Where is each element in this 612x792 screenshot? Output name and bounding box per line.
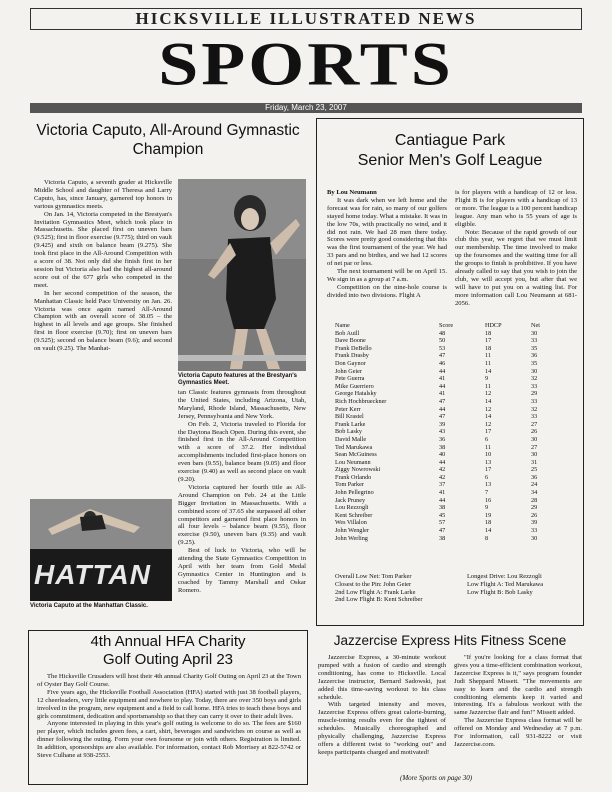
table-row <box>335 345 565 353</box>
paragraph: "If you're looking for a class format that gives you a time-efficient combination workout, Jazzercise Express is it," says program founder Judi Sheppard Missett. "The movements are easy to learn and the cardio and strength conditioning elements keep it varied and interesting. It's a fabulous workout with the same Jazzercise flair and fun!" Missett added. <box>454 654 582 717</box>
table-cell: 38 <box>439 534 446 542</box>
table-cell: 33 <box>531 337 538 345</box>
table-cell: 29 <box>531 504 538 512</box>
caption-beam: Victoria Caputo features at the Brestyan's Gymnastics Meet. <box>178 373 298 386</box>
table-cell: John Geier <box>335 367 362 375</box>
caption-manhattan: Victoria Caputo at the Manhattan Classic. <box>30 603 148 609</box>
table-cell: 38 <box>439 504 446 512</box>
table-cell: George Hatalsky <box>335 390 377 398</box>
table-cell: 33 <box>531 413 538 421</box>
table-row <box>335 368 565 376</box>
table-cell: 33 <box>531 397 538 405</box>
table-row <box>335 383 565 391</box>
jazz-column-1 <box>318 654 446 768</box>
summary-line: Overall Low Net: Tom Parker <box>335 573 412 580</box>
table-cell: 47 <box>439 352 446 360</box>
table-row <box>335 360 565 368</box>
more-sports-link[interactable]: (More Sports on page 30) <box>400 774 473 782</box>
table-cell: Kent Schreiber <box>335 511 373 519</box>
table-cell: 12 <box>485 405 492 413</box>
table-cell: 6 <box>485 435 489 443</box>
table-cell: John Wengler <box>335 527 369 535</box>
date-bar: Friday, March 23, 2007 <box>30 103 582 113</box>
table-cell: 11 <box>485 443 491 451</box>
summary-line: 2nd Low Flight B: Kent Schreiber <box>335 596 423 604</box>
table-cell: Sean McGuiness <box>335 451 377 459</box>
table-cell: 27 <box>531 420 538 428</box>
summary-line: Closest to the Pin: John Geier <box>335 580 412 588</box>
table-row <box>335 436 565 444</box>
table-cell: 26 <box>531 428 538 436</box>
table-cell: 39 <box>439 420 446 428</box>
table-cell: 18 <box>485 344 492 352</box>
table-row <box>335 504 565 512</box>
summary-line: Low Flight A: Ted Marukawa <box>467 580 544 588</box>
table-cell: 34 <box>531 489 538 497</box>
paragraph: Victoria captured her fourth title as All-Around Champion on Feb. 24 at the Little Bigger Invitation in Massachusetts. With a combined score of 37.65 she surpassed all other competitors and garnered first place honors in all four levels – balance beam (9.55), floor exercise (9.50), uneven bars (9.35) and vault (9.25). <box>178 483 306 547</box>
table-cell: 18 <box>485 519 492 527</box>
table-cell: 40 <box>439 451 446 459</box>
table-cell: 44 <box>439 405 446 413</box>
table-cell: Lou Neumann <box>335 458 371 466</box>
table-cell: 39 <box>531 519 538 527</box>
table-cell: 30 <box>531 534 538 542</box>
paragraph: Jazzercise Express, a 30-minute workout pumped with a fusion of cardio and strength conditioning, has come to Hicksville. Local Jazzercise instructor, Bernard Sadowski, just added this time-saving workout to his class schedule. <box>318 654 446 701</box>
table-cell: 41 <box>439 489 446 497</box>
table-cell: 24 <box>531 481 538 489</box>
caputo-column-2 <box>178 389 306 621</box>
table-cell: 44 <box>439 496 446 504</box>
summary-line: Low Flight B: Bob Lasky <box>467 588 533 596</box>
table-row <box>335 451 565 459</box>
table-cell: 35 <box>531 359 538 367</box>
table-cell: 37 <box>439 481 446 489</box>
paragraph: With targeted intensity and moves, Jazzercise Express offers great calorie-burning, muscle-toning results even for the tightest of schedules. Musically choreographed and physically challenging, Jazzercise Express offers a different twist to "working out" and keeps participants charged and motivated! <box>318 701 446 756</box>
table-row <box>335 481 565 489</box>
golf-byline: By Lou Neumann <box>327 189 377 196</box>
jazz-column-2 <box>454 654 582 768</box>
table-cell: 26 <box>531 511 538 519</box>
table-cell: Don Gaynor <box>335 359 366 367</box>
table-cell: 46 <box>439 359 446 367</box>
table-cell: 13 <box>485 458 492 466</box>
table-cell: Bob Lasky <box>335 428 362 436</box>
table-row <box>335 352 565 360</box>
table-cell: 57 <box>439 519 446 527</box>
paragraph: The Jazzercise Express class format will be offered on Monday and Wednesday at 7 p.m. For information, call 931-8222 or visit Jazzercise.com. <box>454 717 582 748</box>
column-header: Name <box>335 322 350 329</box>
table-row <box>335 413 565 421</box>
table-cell: 45 <box>439 511 446 519</box>
golf-league-article <box>316 118 584 626</box>
paragraph: Five years ago, the Hicksville Football Association (HFA) started with just 38 football players, 12 cheerleaders, very little equipment and nowhere to play. Today, there are over 350 boys and girls involved in the program, new equipment and a field to call home. HFA tries to teach these boys and girls commitment, dedication and sportsmanship so that they can carry it over to their adult lives. <box>37 688 301 720</box>
table-cell: Frank DeBello <box>335 344 372 352</box>
table-cell: 14 <box>485 367 492 375</box>
table-cell: 36 <box>531 352 538 360</box>
table-cell: 9 <box>485 504 489 512</box>
table-cell: 32 <box>531 375 538 383</box>
table-cell: Pete Guerra <box>335 375 365 383</box>
summary-line: 2nd Low Flight A: Frank Larke <box>335 588 416 596</box>
table-row <box>335 428 565 436</box>
table-cell: Dave Boone <box>335 337 366 345</box>
table-cell: 50 <box>439 337 446 345</box>
golf-headline-line1: Cantiague Park <box>394 132 506 149</box>
paragraph: The next tournament will be on April 15. We sign in as a group at 7 a.m. <box>327 268 447 283</box>
caputo-column-1 <box>34 179 172 499</box>
table-cell: 12 <box>485 390 492 398</box>
table-cell: 6 <box>485 473 489 481</box>
table-cell: 16 <box>485 496 492 504</box>
table-row <box>335 489 565 497</box>
paragraph: Competition on the nine-hole course is divided into two divisions. Flight A <box>327 283 447 299</box>
paragraph: In her second competition of the season, the Manhattan Classic held Pace University on Jan. 26. Victoria was once again named All-Around Champion with an overall score of 38.05 – the highest in all levels and age groups. She finished first in floor exercise (9.70); first on uneven bars (9.525); second on balance beam (9.6); and second on vault (9.25). The Manhat- <box>34 289 172 353</box>
table-cell: 11 <box>485 352 491 360</box>
summary-line: Longest Drive: Lou Rezzogli <box>467 573 542 580</box>
table-cell: 7 <box>485 489 489 497</box>
table-cell: 17 <box>485 428 492 436</box>
column-header: HDCP <box>485 322 502 329</box>
caputo-article <box>28 117 308 624</box>
table-cell: 48 <box>439 329 446 337</box>
table-row <box>335 535 565 543</box>
golf-headline-line2: Senior Men's Golf League <box>357 152 543 169</box>
paragraph: The Hicksville Crusaders will host their 4th annual Charity Golf Outing on April 23 at the Town of Oyster Bay Golf Course. <box>37 673 301 688</box>
table-cell: 31 <box>531 458 538 466</box>
table-cell: 42 <box>439 473 446 481</box>
table-cell: Frank Larke <box>335 420 366 428</box>
table-cell: 11 <box>485 359 491 367</box>
table-cell: Wes Villalon <box>335 519 367 527</box>
paragraph: Anyone interested in playing in this year's golf outing is welcome to do so. The fees are $160 per player, which includes green fees, a cart, shirt, beverages and sandwiches on course as well as dinner following the outing. Form your own foursome or join with others. Registration is limited. In addition, sponsorships are also available. For information, contact Rob Morrisey at 822-5742 or Steve Culhane at 938-2553. <box>37 720 301 760</box>
table-cell: 12 <box>485 420 492 428</box>
table-row <box>335 330 565 338</box>
table-cell: 14 <box>485 527 492 535</box>
table-cell: 41 <box>439 390 446 398</box>
table-cell: 41 <box>439 375 446 383</box>
table-cell: Bob Auill <box>335 329 360 337</box>
table-cell: 30 <box>531 367 538 375</box>
paragraph: It was dark when we left home and the forecast was for rain, so many of our golfers stayed home today. What a mistake. It was in the low 70s, with practically no wind, and it did not rain. We had 28 men there today. Scores were pretty good considering that this was the first tournament of the year. We had 33 pars and no birdies, and we had 12 scores of net par or less. <box>327 196 447 268</box>
column-header: Score <box>439 322 454 329</box>
paragraph: On Feb. 2, Victoria traveled to Florida for the Daytona Beach Open. During this event, she finished first in the All-Around Competition with a score of 37.2. Her individual accomplishments included first-place honors on even bars (9.55), balance beam (9.05) and floor exercise (9.40) as well as second place on vault (9.20). <box>178 420 306 483</box>
table-cell: 28 <box>531 496 538 504</box>
table-cell: 14 <box>485 413 492 421</box>
table-cell: Ziggy Nowrowski <box>335 466 381 474</box>
section-title: SPORTS <box>158 29 454 98</box>
table-cell: David Malle <box>335 435 367 443</box>
table-cell: 17 <box>485 466 492 474</box>
table-cell: Peter Kerr <box>335 405 361 413</box>
paragraph: tan Classic features gymnasts from throughout the United States, including Arizona, Utah, Maryland, Rhode Island, Massachusetts, New Jersey, Pennsylvania and New York. <box>178 389 306 420</box>
table-cell: 13 <box>485 481 492 489</box>
table-row <box>335 497 565 505</box>
table-row <box>335 527 565 535</box>
paragraph: On Jan. 14, Victoria competed in the Brestyan's Invitation Gymnastics Meet, which took place in Massachusetts. She placed first on uneven bars (9.525); first in floor exercise (9.775); third on vault (9.425) and sixth on balance beam (9.275). She took first place in the All-Around Competition with a score of 38. Not only did she finish first in her session but Victoria also had the highest all-around score out of the 677 girls who competed in the meet. <box>34 210 172 289</box>
masthead <box>30 8 582 30</box>
table-cell: 47 <box>439 527 446 535</box>
table-cell: 36 <box>439 435 446 443</box>
table-cell: 14 <box>485 397 492 405</box>
table-cell: 43 <box>439 428 446 436</box>
table-cell: 25 <box>531 466 538 474</box>
scores-header-row <box>335 322 565 330</box>
table-cell: 44 <box>439 382 446 390</box>
table-row <box>335 398 565 406</box>
jazzercise-article <box>316 630 584 770</box>
table-cell: Frank Drasby <box>335 352 369 360</box>
table-cell: 42 <box>439 466 446 474</box>
table-cell: 33 <box>531 527 538 535</box>
table-cell: 18 <box>485 329 492 337</box>
table-row <box>335 459 565 467</box>
gymnast-photo-beam <box>178 179 306 371</box>
table-cell: Ted Marukawa <box>335 443 373 451</box>
hfa-headline-line1: 4th Annual HFA Charity <box>90 633 246 650</box>
table-cell: Bill Krastel <box>335 413 364 421</box>
table-cell: 10 <box>485 451 492 459</box>
golf-column-2 <box>455 189 577 319</box>
table-cell: Mike Guerriero <box>335 382 374 390</box>
table-cell: 47 <box>439 397 446 405</box>
table-cell: 29 <box>531 390 538 398</box>
table-cell: 8 <box>485 534 489 542</box>
table-cell: 9 <box>485 375 489 383</box>
table-cell: 44 <box>439 458 446 466</box>
table-cell: 30 <box>531 329 538 337</box>
table-cell: 32 <box>531 405 538 413</box>
jazz-headline: Jazzercise Express Hits Fitness Scene <box>333 633 567 648</box>
table-row <box>335 337 565 345</box>
table-cell: Lou Rezzogli <box>335 504 369 512</box>
table-row <box>335 390 565 398</box>
banner-text: HATTAN <box>34 559 151 590</box>
paragraph: is for players with a handicap of 12 or less. Flight B is for players with a handicap of 13 or more. The league is a 100 percent handicap league. Any man who is 55 years of age is eligible. <box>455 189 577 228</box>
table-row <box>335 474 565 482</box>
paragraph: Note: Because of the rapid growth of our club this year, we regret that we must limit our membership. The time involved to make up the foursomes and the waiting time for all the groups to finish is prohibitive. If you have already called to say that you wish to join the club, we will accept you, but after that we will have to put you on a waiting list. For more information call Lou Neumann at 681-2056. <box>455 228 577 307</box>
table-row <box>335 519 565 527</box>
table-cell: 11 <box>485 382 491 390</box>
scores-table-body <box>335 330 565 543</box>
table-row <box>335 512 565 520</box>
hfa-charity-article <box>28 630 308 785</box>
table-cell: John Pellegrino <box>335 489 374 497</box>
table-cell: 35 <box>531 344 538 352</box>
table-row <box>335 421 565 429</box>
publication-name: HICKSVILLE ILLUSTRATED NEWS <box>135 9 477 28</box>
table-cell: 17 <box>485 337 492 345</box>
scores-table <box>335 322 565 542</box>
table-cell: Rich Hochbrueckner <box>335 397 387 405</box>
table-cell: 33 <box>531 382 538 390</box>
table-cell: Tom Parker <box>335 481 364 489</box>
golf-summary-left <box>335 573 455 604</box>
table-cell: 44 <box>439 367 446 375</box>
table-cell: Frank Orlando <box>335 473 372 481</box>
paragraph: Best of luck to Victoria, who will be attending the State Gymnastics Competition in April with her team from Gold Medal Gymnastics Center in Huntington and is coached by Tammy Marshall and Oskar Romero. <box>178 547 306 594</box>
table-cell: 53 <box>439 344 446 352</box>
table-cell: 30 <box>531 435 538 443</box>
table-row <box>335 406 565 414</box>
paragraph: Victoria Caputo, a seventh grader at Hicksville Middle School and daughter of Theresa and Larry Caputo, has, since January, garnered top honors in various gymnastics meets. <box>34 179 172 210</box>
golf-column-1 <box>327 189 447 319</box>
gymnast-photo-manhattan <box>30 499 172 601</box>
hfa-headline-line2: Golf Outing April 23 <box>102 651 234 668</box>
table-cell: 47 <box>439 413 446 421</box>
table-cell: 30 <box>531 451 538 459</box>
table-cell: 38 <box>439 443 446 451</box>
table-cell: 36 <box>531 473 538 481</box>
table-cell: Jack Pruney <box>335 496 366 504</box>
gymnast-beam-image <box>178 179 306 371</box>
caputo-headline: Victoria Caputo, All-Around Gymnastic Champion <box>36 122 300 158</box>
table-cell: 27 <box>531 443 538 451</box>
column-header: Net <box>531 322 540 329</box>
table-row <box>335 444 565 452</box>
table-cell: 19 <box>485 511 492 519</box>
golf-summary-right <box>467 573 579 596</box>
table-row <box>335 466 565 474</box>
table-row <box>335 375 565 383</box>
hfa-body <box>37 673 301 783</box>
table-cell: John Werling <box>335 534 368 542</box>
